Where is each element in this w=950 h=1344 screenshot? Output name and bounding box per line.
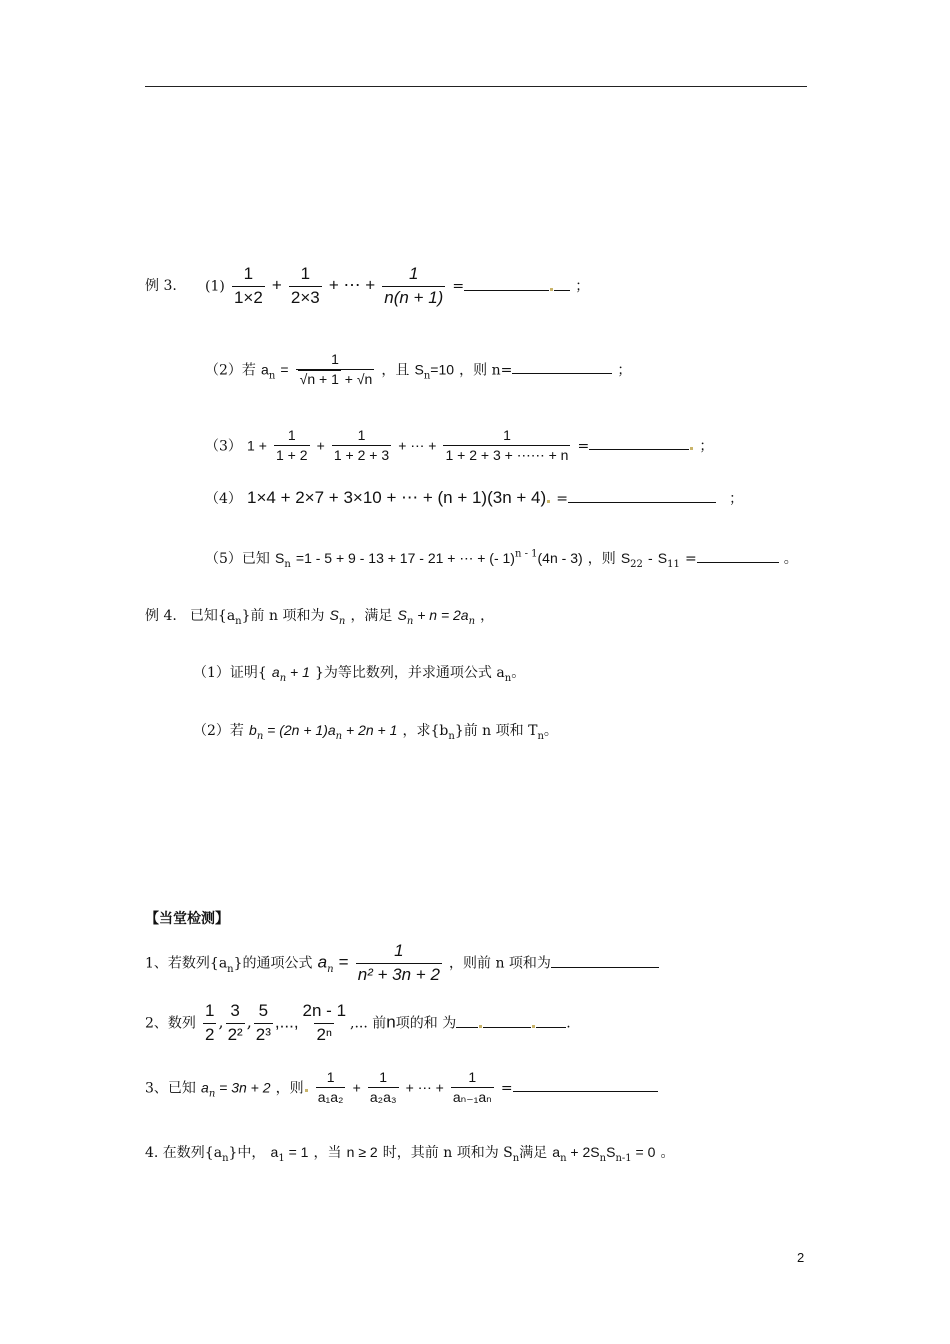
ex3-part3: （3） 1 + $\frac{1}{1 + 2}$ + $\frac{1}{1 + 2 + 3}$ + ⋯ + $\frac{1}{1 + 2 + 3 + \cdots\cdots + n}$ = ； — [205, 427, 714, 464]
answer-blank[interactable] — [513, 1091, 658, 1092]
answer-blank[interactable] — [483, 1027, 531, 1028]
ex3-part5: （5）已知 $S_n =1 - 5 + 9 - 13 + 17 - 21$ + ⋯ + (- 1)$^{n - 1}$(4n - 3) ，则 $S_{22} - S_{11}$ = 。 — [205, 548, 798, 571]
fraction: $\frac{1}{1 + 2 + 3 + \cdots\cdots + n}$ — [445, 427, 569, 464]
answer-blank[interactable] — [456, 1027, 478, 1028]
fraction: $\frac{1}{\text{n² + 3n + 2}}$ — [357, 941, 440, 984]
answer-blank[interactable] — [512, 373, 612, 374]
answer-blank[interactable] — [536, 1027, 566, 1028]
answer-blank[interactable] — [589, 449, 689, 450]
section-heading: 【当堂检测】 — [145, 911, 229, 927]
fraction: $\frac{1}{1 + 2}$ — [275, 427, 308, 464]
fraction: $\frac{1}{2\times 3}$ — [290, 264, 320, 307]
example-3-label: 例 3. — [145, 278, 177, 294]
answer-blank[interactable] — [554, 290, 570, 291]
answer-blank[interactable] — [464, 290, 549, 291]
page-number: 2 — [797, 1250, 805, 1265]
check-q1: 1、若数列$\{a_n\}$的通项公式 $a_n$ = $\frac{1}{\text{n² + 3n + 2}}$ ，则前 n 项和为 — [145, 942, 659, 984]
fraction: $\frac{3}{\text{2²}}$ — [227, 1001, 243, 1044]
fraction: $\frac{1}{\text{aₙ₋₁aₙ}}$ — [452, 1069, 492, 1106]
header-rule — [145, 86, 807, 87]
fraction: $\frac{1}{\text{a₂a₃}}$ — [369, 1069, 397, 1106]
fraction: $\frac{1}{√n + 1 + √n}$ — [296, 352, 375, 388]
fraction: $\frac{1}{1\times 2}$ — [233, 264, 263, 307]
fraction: $\frac{1}{1 + 2 + 3}$ — [333, 427, 390, 464]
answer-blank[interactable] — [551, 967, 659, 968]
ex3-part1: (1) $\frac{1}{1\times 2}$ + $\frac{1}{2\times 3}$ + ⋯ + $\frac{1}{n(n + 1)}$ = ； — [205, 264, 590, 307]
fraction: $\frac{1}{n(n + 1)}$ — [384, 264, 444, 307]
check-q4: 4. 在数列$\{a_n\}$中， $a_1 = 1$ ，当 n ≥ 2 时，其前 n 项和为 $S_n$满足 $a_n + 2S_nS_{n-1} = 0$ 。 — [145, 1144, 675, 1165]
fraction: $\frac{1}{2}$ — [205, 1001, 215, 1044]
ex3-part2: （2）若 $a_n$ = $\frac{1}{√n + 1 + √n}$ ，且 $S_n=10$ ，则 n= ； — [205, 351, 632, 388]
ex4-q2: （2）若 $b_n = (2n + 1)a_n + 2n + 1$ ，求$\{b_n\}$前 n 项和 $T_n$。 — [193, 722, 558, 743]
ex4-intro: 例 4. 已知$\{a_n\}$前 n 项和为 $S_n$ ，满足 $S_n + n = 2a_n$ ， — [145, 607, 495, 628]
check-q3: 3、已知 $a_n = 3n + 2$ ，则 $\frac{1}{\text{a₁a₂}}$ + $\frac{1}{\text{a₂a₃}}$ + ⋯ + $\frac{1}{\text{aₙ₋₁aₙ}}$ = — [145, 1070, 658, 1106]
answer-blank[interactable] — [697, 562, 779, 563]
fraction: $\frac{1}{\text{a₁a₂}}$ — [317, 1069, 344, 1106]
check-q2: 2、数列 $\frac{1}{2}$ , $\frac{3}{\text{2²}}$ , $\frac{5}{\text{2³}}$ ,..., $\frac{2n - 1}{\text{2ⁿ}}$ ,... 前n项的和 为 . — [145, 1001, 571, 1044]
fraction: $\frac{2n - 1}{\text{2ⁿ}}$ — [302, 1001, 347, 1044]
ex4-q1: （1）证明{ $a_n + 1$ }为等比数列，并求通项公式 $a_n$。 — [193, 664, 526, 685]
answer-blank[interactable] — [568, 502, 716, 503]
fraction: $\frac{5}{\text{2³}}$ — [255, 1001, 271, 1044]
ex3-part4: （4） 1×4 + 2×7 + 3×10 + ⋯ + (n + 1)(3n + 4) = ； — [205, 488, 744, 507]
